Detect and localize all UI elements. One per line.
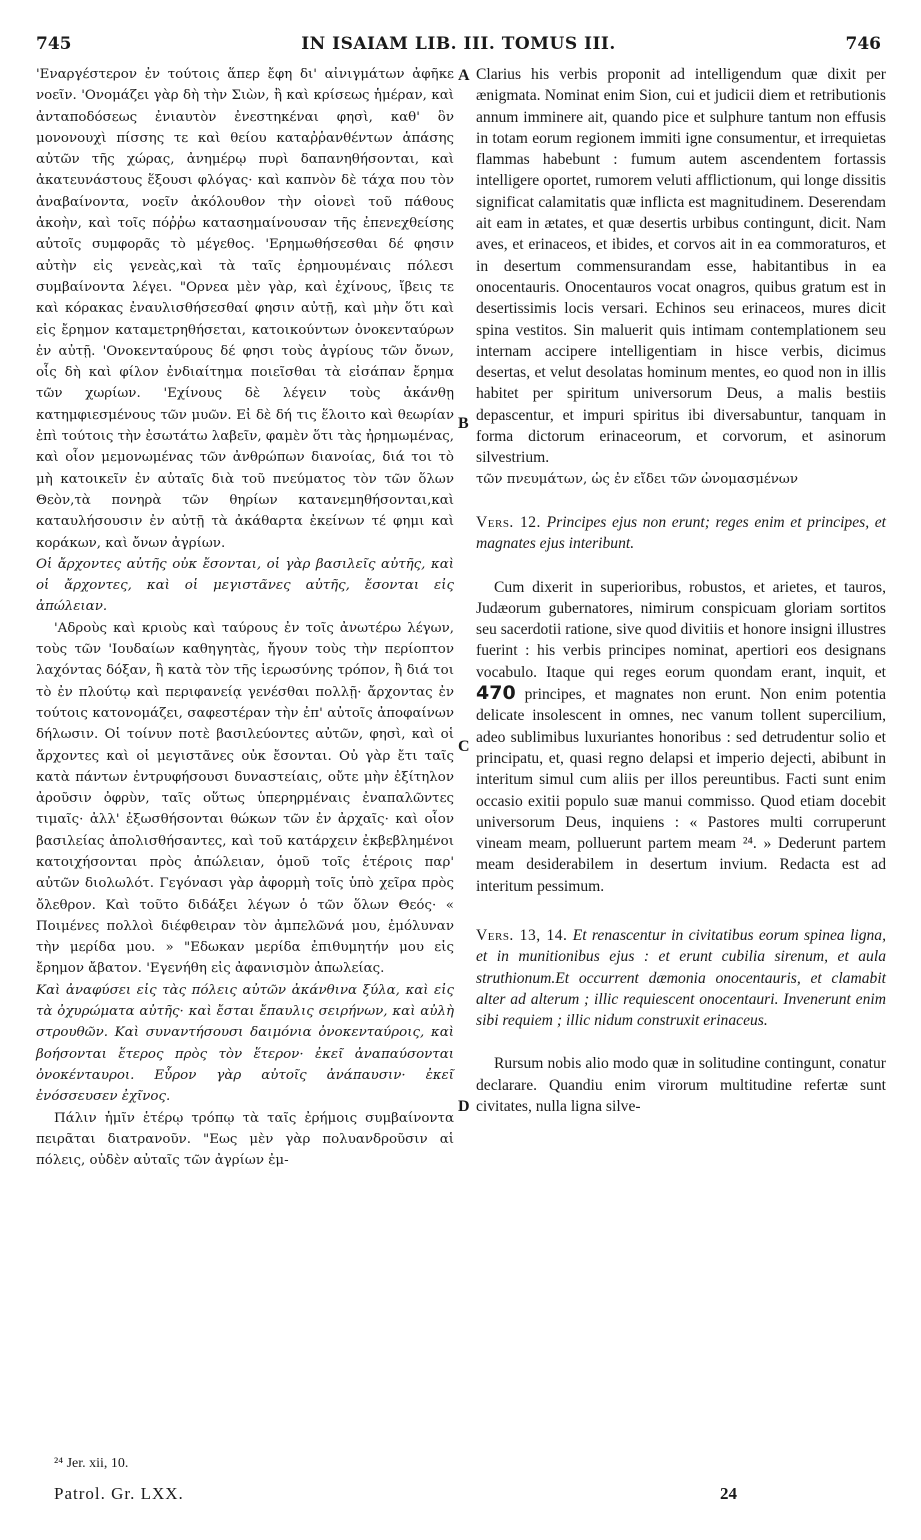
latin-paragraph-1: Clarius his verbis proponit ad intelligendum quæ dixit per ænigmata. Nominat enim Sion, cui et judicii diem et retributionis annum imminere ait, quando pice et sulphure tantum non effusis in totam eorum regionem immiti igne consumentur, et irrequietas flammas habebunt : fumum autem ascendentem fortassis intelligere oportet, rumorem veluti afflictionum, qui longe dissitis significat calamitatis quæ inflicta est magnitudinem. Deserendam ait eam in ætates, et quæ desertis urbibus contingunt, dicit. Nam aves, et erinaceos, et ibides, et corvos ait in ea commoraturos, et in desertum commensurandam esse, habitantibus in ea onocentauris. Onocentauros vocat onagros, quibus gratum est in desertissimis locis versari. Echinos seu erinaceos, mures dicit spina vestitos. Sin maluerit quis intimam contemplationem seu internam accipere intelligentiam in hisce verbis, dicimus desertas, et velut desolatas hominum mentes, eo quod non in illis habitet per spiritum universorum Deus, a malis bestiis depascentur, et impuri spiritus ibi diversabuntur, tanquam in forma dictorum erinaceorum, et corvorum, et asinorum silvestrium. bbox=[476, 66, 886, 467]
footnote: ²⁴ Jer. xii, 10. bbox=[54, 1456, 129, 1471]
page-header bbox=[36, 34, 881, 58]
greek-verse-12: Οἱ ἄρχοντες αὐτῆς οὐκ ἔσονται, οἱ γὰρ βασιλεῖς αὐτῆς, καὶ οἱ ἄρχοντες, καὶ οἱ μεγιστᾶνες αὐτῆς, ἔσονται εἰς ἀπώλειαν. bbox=[36, 556, 454, 615]
latin-verse-13-14 bbox=[476, 925, 886, 1031]
verse-12-label: Vers. 12. bbox=[476, 513, 541, 531]
greek-column bbox=[36, 64, 454, 1171]
page-number-left: 745 bbox=[36, 34, 72, 54]
margin-marker-d: D bbox=[458, 1098, 470, 1115]
latin-greek-tail: τῶν πνευμάτων, ὡς ἐν εἴδει τῶν ὠνομασμένων bbox=[476, 471, 798, 487]
verse-12-text: Principes ejus non erunt; reges enim et principes, et magnates ejus interibunt. bbox=[476, 513, 886, 553]
latin-column bbox=[476, 64, 886, 1117]
greek-verse-13-14: Καὶ ἀναφύσει εἰς τὰς πόλεις αὐτῶν ἀκάνθινα ξύλα, καὶ εἰς τὰ ὀχυρώματα αὐτῆς· καὶ ἔσται ἔπαυλις σειρήνων, καὶ αὐλὴ στρουθῶν. Καὶ συναντήσουσι δαιμόνια ὀνοκενταύροις, καὶ βοήσονται ἕτερος πρὸς τὸν ἕτερον· ἐκεῖ ἀναπαύσονται ὀνοκένταυροι. Εὗρον γὰρ αὐτοῖς ἀνάπαυσιν· ἐκεῖ ἐνόσσευσεν ἐχῖνος. bbox=[36, 982, 454, 1105]
latin-paragraph-3: Rursum nobis alio modo quæ in solitudine contingunt, conatur declarare. Quandiu enim virorum multitudine refertæ sunt civitates, nulla ligna silve- bbox=[476, 1055, 886, 1116]
latin-paragraph-2-after: principes, et magnates non erunt. Non enim potentia delicate insolescent in omnes, nec vanum tollent supercilium, adeo sublimibus luxuriantes honoribus : sed detrudentur solio et principatu, et, quasi regno delapsi et imperio dejecti, abibunt in interitum simul cum aliis per illos pereuntibus. Facti sunt enim occasio exitii populo suæ manui commisso. Quod etiam docebit universorum Deus, inquiens : « Pastores multi corruperunt vineam meam, polluerunt partem meam ²⁴. » Dederunt partem meam desiderabilem in desertum invium. Redacta est ad interitum pessimum. bbox=[476, 686, 886, 895]
running-title: IN ISAIAM LIB. III. TOMUS III. bbox=[301, 34, 616, 54]
greek-paragraph-3: Πάλιν ἡμῖν ἑτέρῳ τρόπῳ τὰ ταῖς ἐρήμοις συμβαίνοντα πειρᾶται διατρανοῦν. "Εως μὲν γὰρ πολυανδροῦσιν αἱ πόλεις, οὐδὲν αὐταῖς τῶν ἀγρίων ἐμ- bbox=[36, 1110, 454, 1169]
margin-marker-b: B bbox=[458, 415, 469, 432]
footer-series: Patrol. Gr. LXX. bbox=[54, 1484, 184, 1503]
page-number-right: 746 bbox=[845, 34, 881, 54]
latin-verse-12 bbox=[476, 512, 886, 555]
margin-marker-a: A bbox=[458, 67, 470, 84]
margin-marker-c: C bbox=[458, 738, 470, 755]
greek-paragraph-2: 'Αδροὺς καὶ κριοὺς καὶ ταύρους ἐν τοῖς ἀνωτέρω λέγων, τοὺς τῶν 'Ιουδαίων καθηγητὰς, ἤγουν τοὺς τὴν περίοπτον λαχόντας δόξαν, ἢ κατὰ τὸν τῆς ἱερωσύνης τρόπον, ἢ διά τοι τὸ ἐν πλούτῳ καὶ περιφανείᾳ γενέσθαι πολλῇ· ἄρχοντας ἐν τούτοις κατονομάζει, σαφεστέραν τὴν ἐπ' αὐτοῖς ἀποφαίνων δήλωσιν. Οἱ τοίνυν ποτὲ βασιλεύοντες αὐτῶν, φησὶ, καὶ οἱ ἄρχοντες καὶ οἱ μεγιστᾶνες οὐκ ἔσονται. Οὐ γὰρ ἔτι ταῖς κατὰ πάντων ἐντρυφήσουσι δυναστείαις, οὔτε μὴν ἐξίτηλον ἀροῦσιν ὀφρὺν, ταῖς οὕτως ὑπερηρμέναις ἐναπαλῶντες τιμαῖς· ἀλλ' ἐξωσθήσονται θώκων τῶν ἐν ἀρχαῖς· καὶ οἷον βασιλείας ἀπολισθήσαντες, καὶ τοῦ κατάρχειν ἐκβεβλημένοι κατοιχήσονται πρὸς ἀπώλειαν, ὁμοῦ τοῖς ἑτέροις παρ' αὐτῶν διολωλότ. Γεγόνασι γὰρ ἀφορμὴ τοῖς ὑπὸ χεῖρα πρὸς ὄλεθρον. Καὶ τοῦτο διδάξει λέγων ὁ τῶν ὅλων Θεός· « Ποιμένες πολλοὶ διέφθειραν τὸν ἀμπελῶνά μου, ἐμόλυναν τὴν μερίδα μου. » "Εδωκαν μερίδα ἐπιθυμητήν μου εἰς ἔρημον ἄβατον. 'Εγενήθη εἰς ἀφανισμὸν ἀπωλείας. bbox=[36, 620, 454, 977]
latin-paragraph-2-before: Cum dixerit in superioribus, robustos, et arietes, et tauros, Judæorum gubernatores, nimirum conspicuam gloriam sortitos seu sacerdotii ratione, sive quod divitiis et honore insigni illustres fuerint : his verbis principes nominat, apertiori eos designans vocabulo. Itaque qui reges eorum quondam erant, inquit, et bbox=[476, 578, 886, 681]
latin-paragraph-2 bbox=[476, 577, 886, 897]
footer-signature: 24 bbox=[720, 1484, 737, 1503]
column-number: 470 bbox=[476, 682, 516, 705]
greek-paragraph-1: 'Εναργέστερον ἐν τούτοις ἅπερ ἔφη δι' αἰνιγμάτων ἀφῆκε νοεῖν. 'Ονομάζει γὰρ δὴ τὴν Σιὼν, ἢ καὶ κρίσεως ἡμέραν, καὶ ἀνταποδόσεως ἐνιαυτὸν ἐνεστηκέναι φησὶ, καθ' ὃν μονονουχὶ πίσσης τε καὶ θείου καταῤῥανθέντων ἁπάσης αὐτῶν τῆς χώρας, ἀνημέρῳ πυρὶ δαπανηθήσονται, καὶ ἀκατευνάστους ἕξουσι φλόγας· καὶ καπνὸν δὲ τάχα που τὸν ἀναβαίνοντα, νοεῖν ἀκόλουθον τὴν οἱονεὶ τοῦ πάθους ἀκοὴν, καὶ τοῖς πόῤῥω κατασημαίνουσαν τῆς ἐπενεχθείσης αὐτοῖς συμφορᾶς τὸ μέγεθος. 'Ερημωθήσεσθαι δέ φησιν αὐτὴν εἰς γενεὰς,καὶ τὰ ταῖς ἐρημουμέναις πόλεσι συμβαίνοντα λέγει. "Ορνεα μὲν γὰρ, καὶ ἐχίνους, ἴβεις τε καὶ κόρακας ἐναυλισθήσεσθαί φησιν αὐτῇ, καὶ μὴν ὅτι καὶ εἰς ἔρημον καταμετρηθήσεται, κατοικούντων ὀνοκενταύρων ἐν αὐτῇ. 'Ονοκενταύρους δέ φησι τοὺς ἀγρίους τῶν ὄνων, οἷς δὴ καὶ φίλον ἐνδιαίτημα ποιεῖσθαι τὰ εἰσάπαν ἔρημα τῶν χωρίων. 'Εχίνους δὲ λέγειν τοὺς ἀκάνθῃ κατημφιεσμένους τῶν μυῶν. Εἰ δὲ δή τις ἕλοιτο καὶ θεωρίαν ἐπὶ τούτοις τὴν ἐσωτάτω λαβεῖν, φαμὲν ὅτι τὰς ἠρημωμένας, καὶ οἷον μεμονωμένας τῶν ἀνθρώπων διανοίας, διά τοι τὸ μὴ κατοικεῖν ἐν αὐταῖς διὰ τοῦ πνεύματος τὸν τῶν ὅλων Θεὸν,τὰ πονηρὰ τῶν θηρίων κατανεμηθήσονται,καὶ καταυλήσουσιν ἐν αὐτῇ τὰ ἀκάθαρτα ἐκείνων τέ φημι καὶ κοράκων, καὶ ὄνων ἀγρίων. bbox=[36, 67, 454, 551]
verse-13-14-label: Vers. 13, 14. bbox=[476, 926, 568, 944]
verse-13-14-text: Et renascentur in civitatibus eorum spinea ligna, et in munitionibus ejus : et erunt cubilia sirenum, et aula struthionum.Et occurrent dæmonia onocentauris, et clamabit alter ad alterum ; illic requiescent onocentauri. Invenerunt enim sibi requiem ; illic nidum construxit erinaceus. bbox=[476, 926, 886, 1030]
